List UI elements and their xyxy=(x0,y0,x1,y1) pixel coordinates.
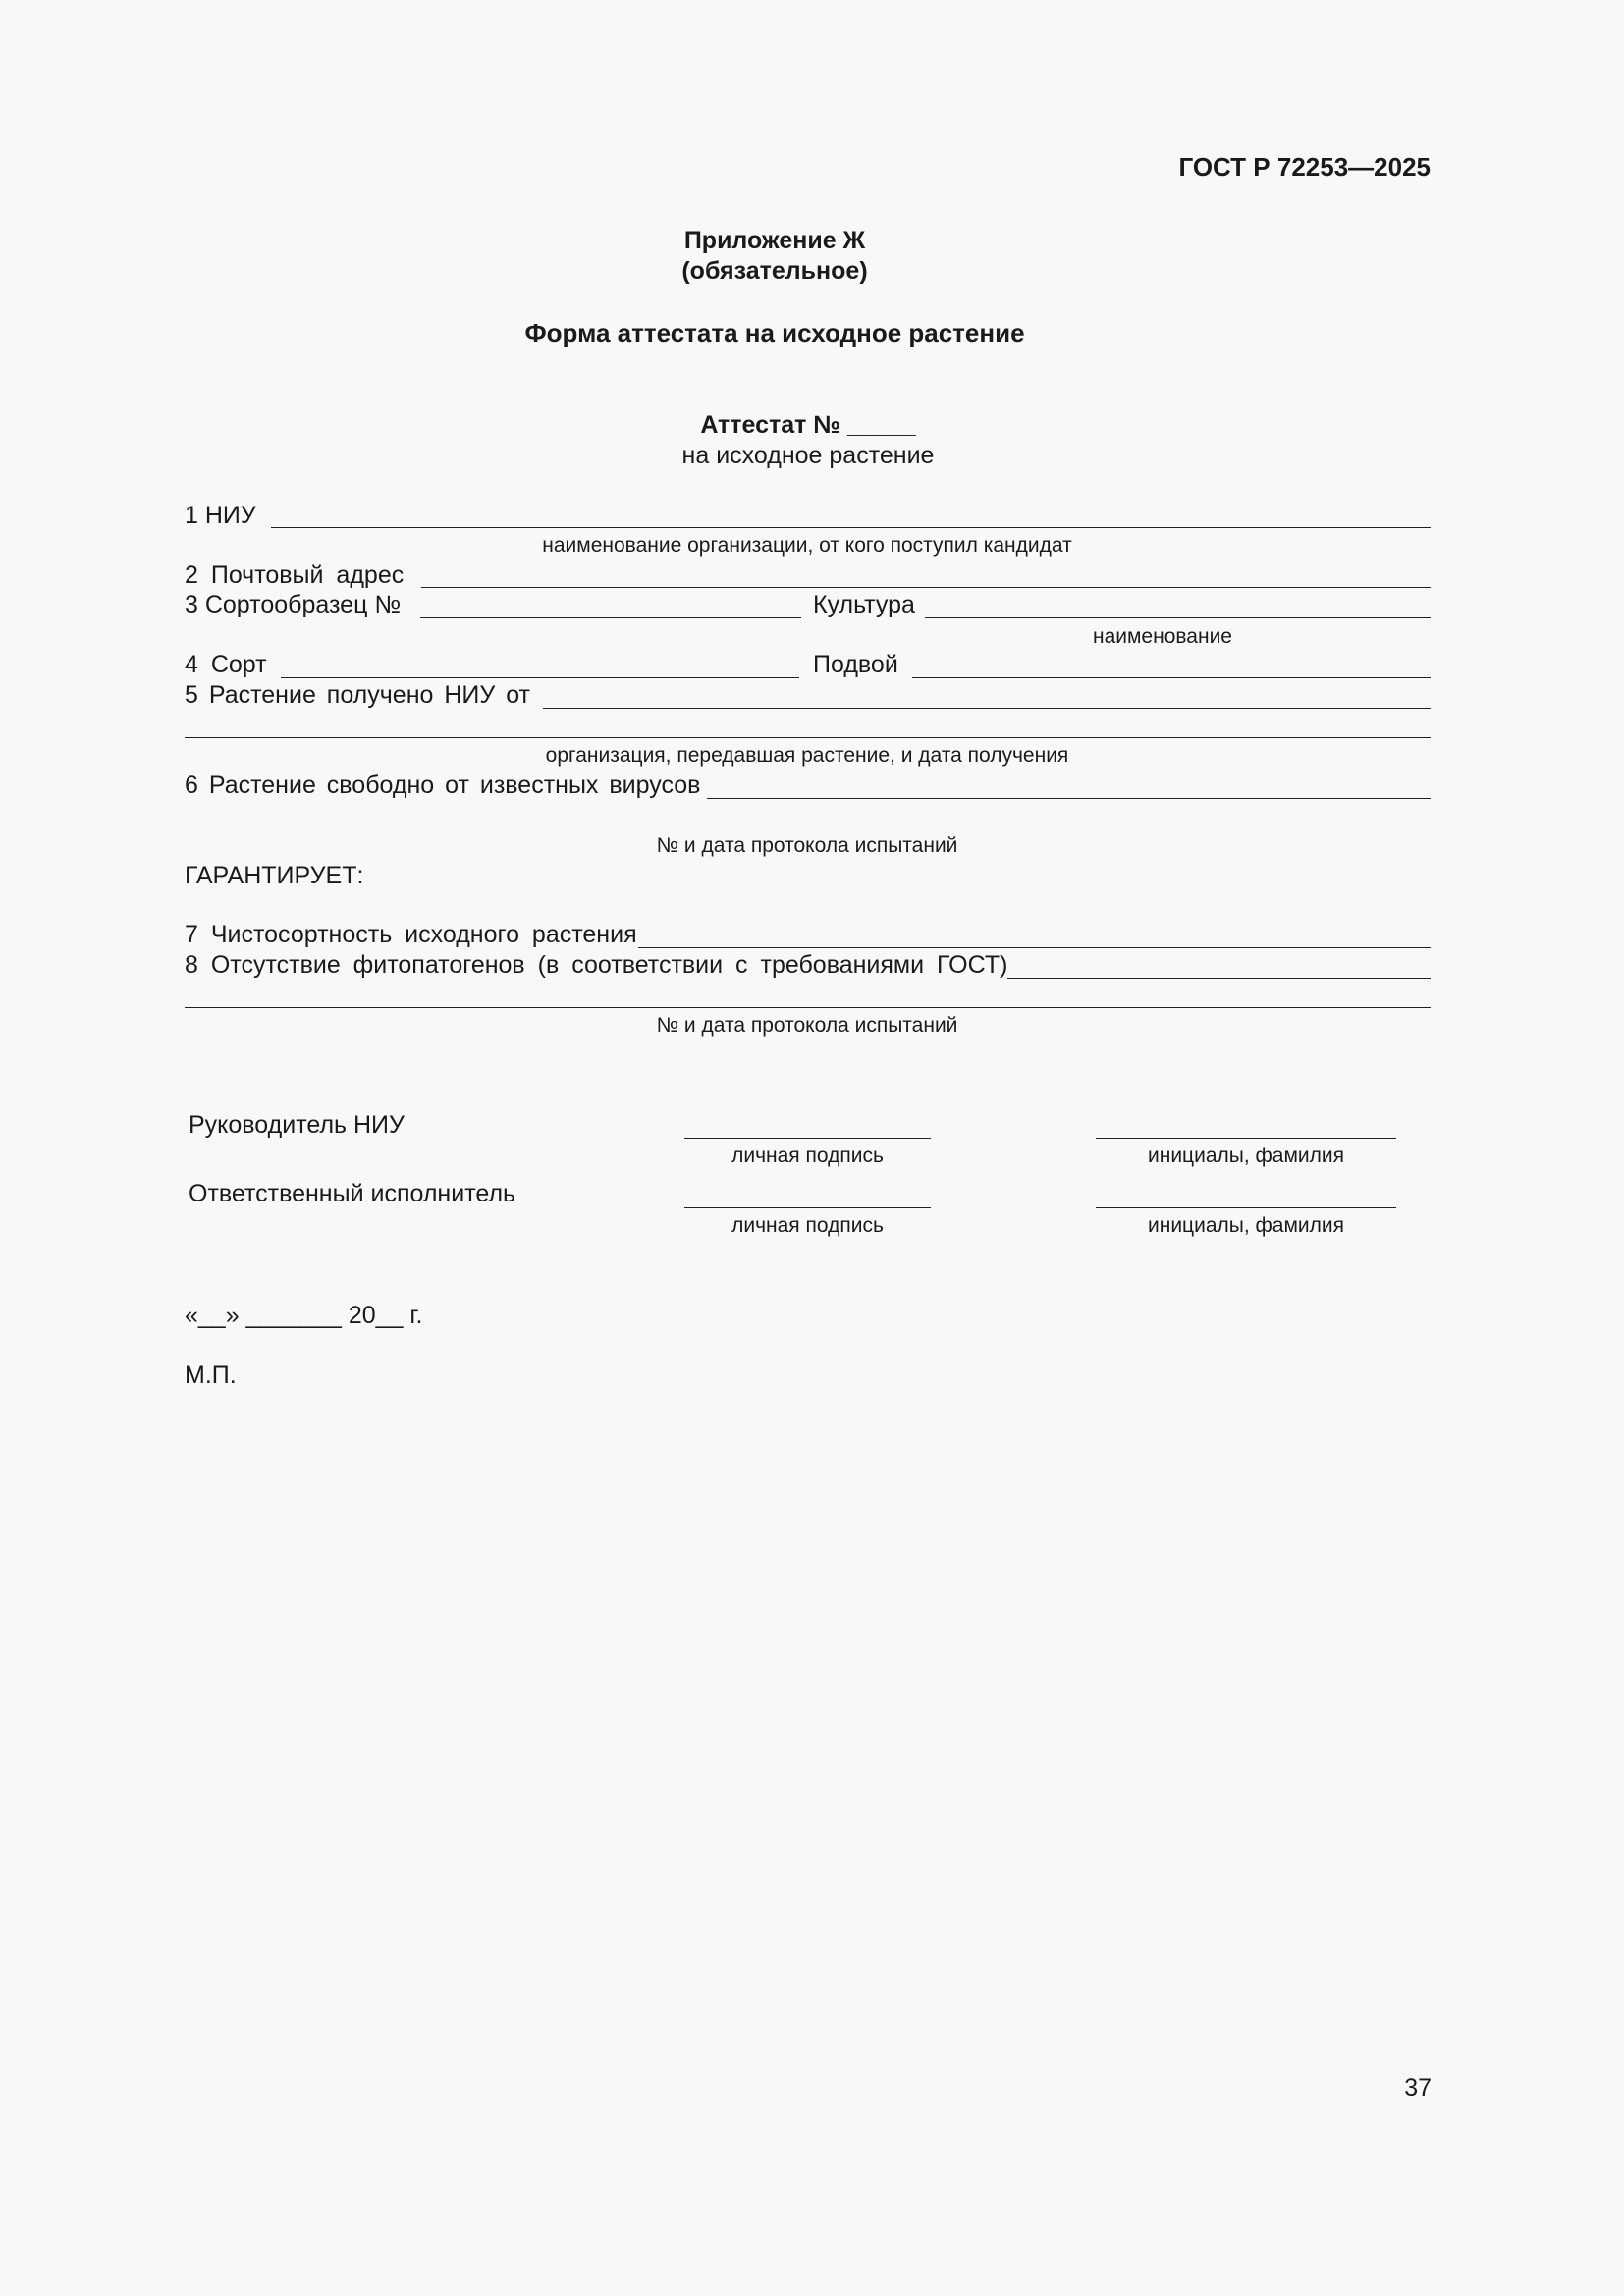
head-signature-hint: личная подпись xyxy=(731,1145,884,1167)
guarantee-label: ГАРАНТИРУЕТ: xyxy=(185,862,364,889)
item8-label: 8 Отсутствие фитопатогенов (в соответствии с требованиями ГОСТ) xyxy=(185,951,1008,979)
item2-label: 2 Почтовый адрес xyxy=(185,561,405,589)
item5-field-continued[interactable] xyxy=(185,737,1431,738)
form-title: Форма аттестата на исходное растение xyxy=(524,318,1025,347)
item1-field[interactable] xyxy=(271,527,1431,528)
culture-hint: наименование xyxy=(1092,625,1232,648)
stamp-label: М.П. xyxy=(185,1362,237,1389)
appendix-title: Приложение Ж xyxy=(683,227,866,254)
head-signature-field[interactable] xyxy=(684,1138,931,1139)
item3-label: 3 Сортообразец № xyxy=(185,591,402,618)
executor-signature-hint: личная подпись xyxy=(731,1214,884,1237)
item6-hint: № и дата протокола испытаний xyxy=(656,834,958,857)
item5-field[interactable] xyxy=(543,708,1431,709)
page-number: 37 xyxy=(1404,2074,1432,2102)
date-line: «__» _______ 20__ г. xyxy=(185,1302,423,1329)
certificate-title: Аттестат № _____ xyxy=(700,411,916,439)
item4-field[interactable] xyxy=(281,677,799,678)
item8-field-continued[interactable] xyxy=(185,1007,1431,1008)
item2-field[interactable] xyxy=(421,587,1431,588)
rootstock-field[interactable] xyxy=(912,677,1431,678)
item7-field[interactable] xyxy=(638,947,1431,948)
item1-label: 1 НИУ xyxy=(185,502,256,529)
executor-label: Ответственный исполнитель xyxy=(189,1180,516,1207)
item6-label: 6 Растение свободно от известных вирусов xyxy=(185,772,701,799)
executor-signature-field[interactable] xyxy=(684,1207,931,1208)
executor-name-field[interactable] xyxy=(1096,1207,1396,1208)
head-label: Руководитель НИУ xyxy=(189,1111,405,1139)
item6-field[interactable] xyxy=(707,798,1431,799)
item1-hint: наименование организации, от кого поступил кандидат xyxy=(542,534,1072,557)
head-name-field[interactable] xyxy=(1096,1138,1396,1139)
appendix-status: (обязательное) xyxy=(681,257,868,285)
executor-name-hint: инициалы, фамилия xyxy=(1148,1214,1344,1237)
item4-label: 4 Сорт xyxy=(185,651,267,678)
item7-label: 7 Чистосортность исходного растения xyxy=(185,921,637,948)
item5-label: 5 Растение получено НИУ от xyxy=(185,681,531,709)
rootstock-label: Подвой xyxy=(813,651,898,678)
certificate-subtitle: на исходное растение xyxy=(681,442,935,469)
item8-hint: № и дата протокола испытаний xyxy=(656,1014,958,1037)
culture-field[interactable] xyxy=(925,617,1431,618)
item8-field[interactable] xyxy=(1007,978,1431,979)
document-number: ГОСТ Р 72253—2025 xyxy=(1178,152,1431,182)
culture-label: Культура xyxy=(813,591,915,618)
head-name-hint: инициалы, фамилия xyxy=(1148,1145,1344,1167)
item3-field[interactable] xyxy=(420,617,801,618)
item5-hint: организация, передавшая растение, и дата получения xyxy=(545,744,1069,767)
